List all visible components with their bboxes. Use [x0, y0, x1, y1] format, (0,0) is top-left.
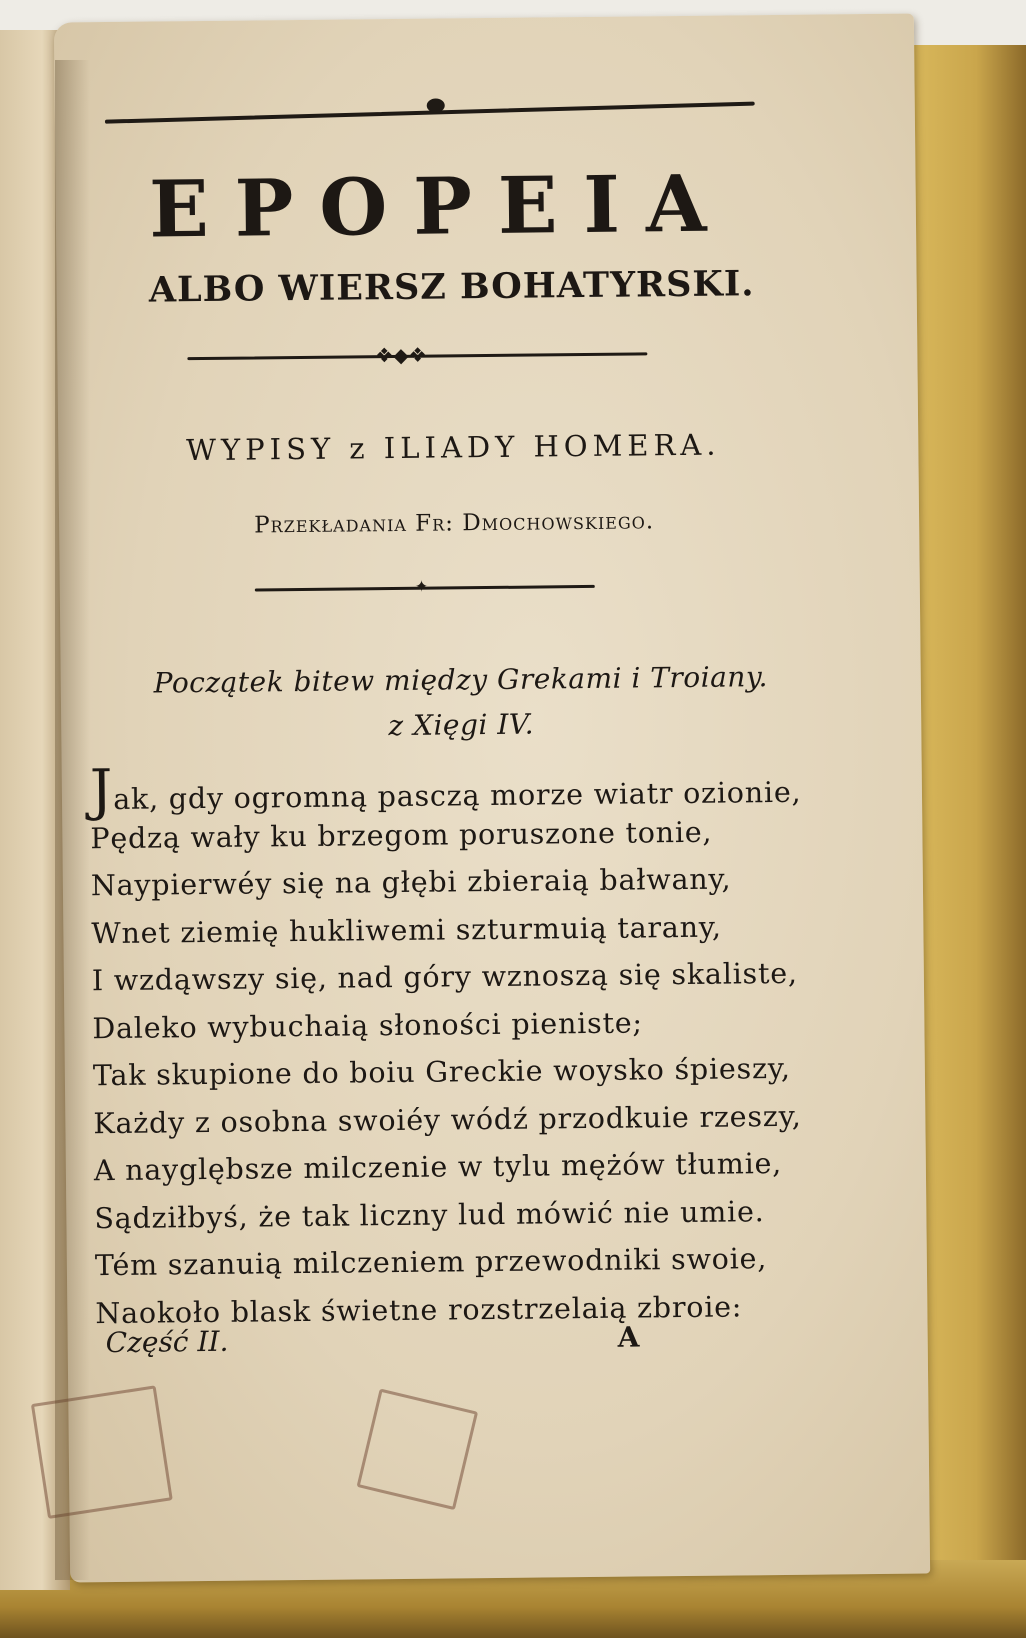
- verse-line: Tém szanuią milczeniem przewodniki swoie,: [94, 1242, 768, 1283]
- book-subtitle: ALBO WIERSZ BOHATYRSKI.: [148, 263, 755, 311]
- book-page: [54, 14, 930, 1583]
- verse-line: Pędzą wały ku brzegom poruszone tonie,: [90, 815, 713, 855]
- library-stamp: [31, 1385, 173, 1519]
- verse-line: Naypierwéy się na głębi zbieraią bałwany,: [90, 862, 732, 903]
- verse-line: Daleko wybuchaią słoności pieniste;: [92, 1005, 643, 1045]
- excerpt-heading: WYPISY z ILIADY HOMERA.: [186, 427, 721, 468]
- verse-line: A nayglębsze milczenie w tylu mężów tłumie,: [93, 1146, 783, 1188]
- footer-part-number: Część II.: [105, 1324, 229, 1360]
- translator-line: Przekładania Fr: Dmochowskiego.: [253, 508, 655, 539]
- section-heading: Początek bitew między Grekami i Troiany.: [153, 660, 769, 700]
- verse-line: Tak skupione do boiu Greckie woysko śpieszy,: [92, 1051, 791, 1093]
- rule-ornament-small: ✦: [414, 576, 429, 596]
- library-stamp: [356, 1388, 478, 1510]
- verse-line: Naokoło blask świetne rozstrzelaią zbroie:: [95, 1289, 743, 1330]
- verse-line: Jak, gdy ogromną pasczą morze wiatr ozionie,: [89, 757, 802, 824]
- verse-line: Każdy z osobna swoiéy wódź przodkuie rzeszy,: [93, 1099, 802, 1140]
- book-title: EPOPEIA: [148, 158, 733, 256]
- verse-line: Wnet ziemię hukliwemi szturmuią tarany,: [91, 910, 722, 950]
- rule-ornament-knot: ❖◆❖: [375, 342, 427, 368]
- section-source: z Xięgi IV.: [388, 707, 535, 743]
- footer-signature-mark: A: [617, 1320, 640, 1354]
- book-gutter-shadow: [55, 60, 90, 1580]
- verse-line: Sądziłbyś, że tak liczny lud mówić nie umie.: [94, 1194, 765, 1235]
- verse-line: I wzdąwszy się, nad góry wznoszą się skaliste,: [91, 956, 798, 998]
- verse-block: [90, 759, 856, 1337]
